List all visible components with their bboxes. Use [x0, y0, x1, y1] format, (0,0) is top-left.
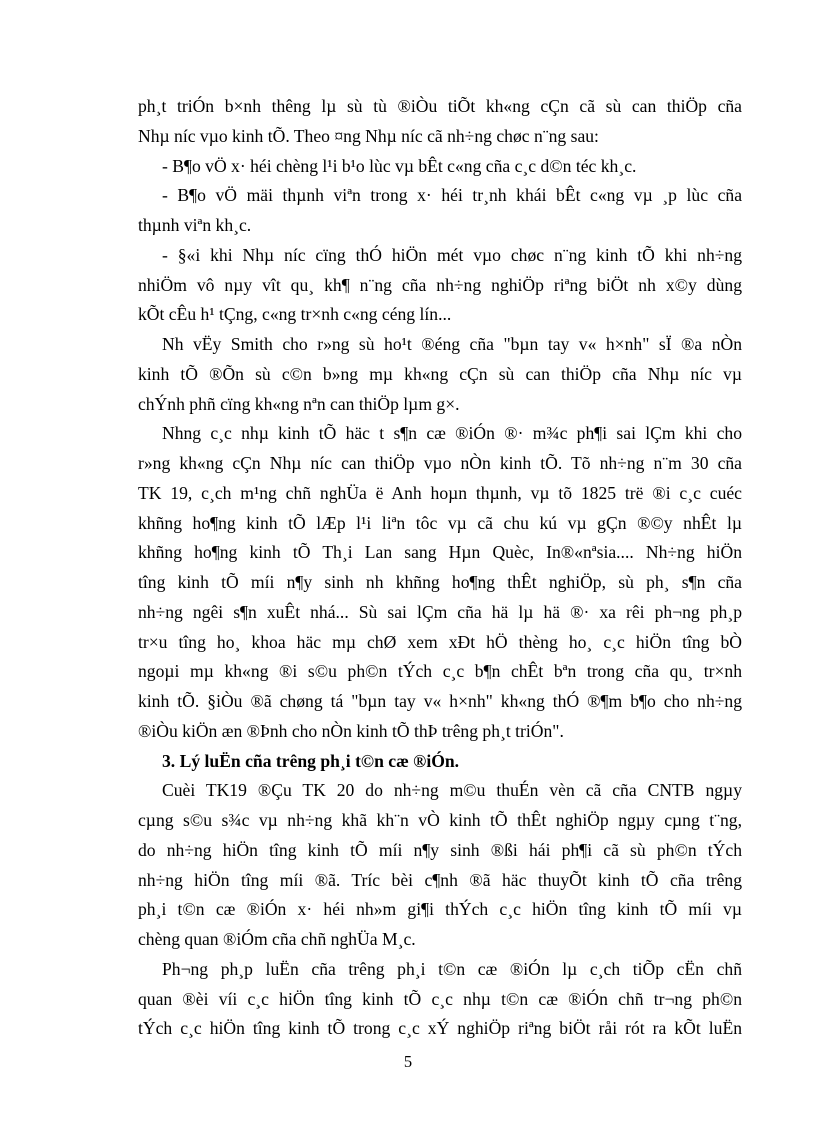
body-text	[138, 92, 742, 1044]
text-line: Nh vËy Smith cho r»ng sù ho¹t ®éng cña "bµn tay v« h×nh" sÏ ®a nÒn	[162, 334, 742, 354]
text-line: nh÷ng hiÖn tîng míi ®ã. Tríc bèi c¶nh ®ã häc thuyÕt kinh tÕ cña trêng	[138, 869, 742, 890]
text-line: nh÷ng ngêi s¶n xuÊt nhá... Sù sai lÇm cña hä lµ hä ®· xa rêi ph¬ng ph¸p	[138, 601, 742, 622]
text-line: tÝch c¸c hiÖn tîng kinh tÕ trong c¸c xÝ nghiÖp riªng biÖt råi rót ra kÕt luËn	[138, 1018, 742, 1039]
text-line: nhiÖm vô nµy vît qu¸ kh¶ n¨ng cña nh÷ng nghiÖp riªng biÖt nh x©y dùng	[138, 274, 742, 295]
text-line: - B¶o vÖ x· héi chèng l¹i b¹o lùc vµ bÊt c«ng cña c¸c d©n téc kh¸c.	[162, 155, 637, 176]
text-line: TK 19, c¸ch m¹ng chñ nghÜa ë Anh hoµn thµnh, vµ tõ 1825 trë ®i c¸c cuéc	[138, 482, 742, 503]
text-line: thµnh viªn kh¸c.	[138, 215, 252, 235]
text-line: tîng kinh tÕ míi n¶y sinh nh khñng ho¶ng thÊt nghiÖp, sù ph¸ s¶n cña	[138, 572, 742, 592]
text-line: Ph¬ng ph¸p luËn cña trêng ph¸i t©n cæ ®iÓn lµ c¸ch tiÕp cËn chñ	[162, 958, 742, 979]
text-line: Cuèi TK19 ®Çu TK 20 do nh÷ng m©u thuÉn vèn cã cña CNTB ngµy	[162, 780, 742, 801]
page-number: 5	[403, 1052, 413, 1071]
text-line: ngoµi mµ kh«ng ®i s©u ph©n tÝch c¸c b¶n chÊt bªn trong cña qu¸ tr×nh	[138, 661, 742, 682]
text-line: Nhng c¸c nhµ kinh tÕ häc t s¶n cæ ®iÓn ®· m¾c ph¶i sai lÇm khi cho	[162, 423, 742, 444]
text-line: kinh tÕ. §iÒu ®ã chøng tá "bµn tay v« h×nh" kh«ng thÓ ®¶m b¶o cho nh÷ng	[138, 691, 742, 711]
text-line: kinh tÕ ®Õn sù c©n b»ng mµ kh«ng cÇn sù can thiÖp cña Nhµ níc vµ	[138, 363, 742, 384]
text-line: r»ng kh«ng cÇn Nhµ níc can thiÖp vµo nÒn kinh tÕ. Tõ nh÷ng n¨m 30 cña	[138, 453, 742, 473]
text-line: do nh÷ng hiÖn tîng kinh tÕ míi n¶y sinh ®ßi hái ph¶i cã sù ph©n tÝch	[138, 839, 742, 860]
section-heading: 3. Lý luËn cña trêng ph¸i t©n cæ ®iÓn.	[162, 750, 460, 771]
text-line: Nhµ níc vµo kinh tÕ. Theo ¤ng Nhµ níc cã nh÷ng chøc n¨ng sau:	[138, 125, 599, 146]
text-line: - §«i khi Nhµ níc cïng thÓ hiÖn mét vµo chøc n¨ng kinh tÕ khi nh÷ng	[162, 244, 742, 265]
text-line: khñng ho¶ng kinh tÕ lÆp l¹i liªn tôc vµ cã chu kú vµ gÇn ®©y nhÊt lµ	[138, 512, 742, 533]
text-line: ph¸i t©n cæ ®iÓn x· héi nh»m gi¶i thÝch c¸c hiÖn tîng kinh tÕ míi vµ	[138, 899, 742, 920]
text-line: tr×u tîng ho¸ khoa häc mµ chØ xem xÐt hÖ thèng ho¸ c¸c hiÖn tîng bÒ	[138, 631, 742, 652]
text-line: quan ®èi víi c¸c hiÖn tîng kinh tÕ c¸c nhµ t©n cæ ®iÓn chñ tr¬ng ph©n	[138, 988, 742, 1009]
text-line: - B¶o vÖ mäi thµnh viªn trong x· héi tr¸nh khái bÊt c«ng vµ ¸p lùc cña	[162, 185, 742, 206]
text-line: ®iÒu kiÖn æn ®Þnh cho nÒn kinh tÕ thÞ trêng ph¸t triÓn".	[138, 720, 564, 741]
text-line: khñng ho¶ng kinh tÕ Th¸i Lan sang Hµn Quèc, In®«nªsia.... Nh÷ng hiÖn	[138, 542, 742, 563]
text-line: chèng quan ®iÓm cña chñ nghÜa M¸c.	[138, 929, 416, 949]
text-line: kÕt cÊu h¹ tÇng, c«ng tr×nh c«ng céng lín...	[138, 304, 452, 325]
text-line: ph¸t triÓn b×nh thêng lµ sù tù ®iÒu tiÕt kh«ng cÇn cã sù can thiÖp cña	[138, 96, 742, 116]
text-line: cµng s©u s¾c vµ nh÷ng khã kh¨n vÒ kinh tÕ thÊt nghiÖp ngµy cµng t¨ng,	[138, 810, 742, 830]
text-line: chÝnh phñ cïng kh«ng nªn can thiÖp lµm g×.	[138, 393, 460, 414]
